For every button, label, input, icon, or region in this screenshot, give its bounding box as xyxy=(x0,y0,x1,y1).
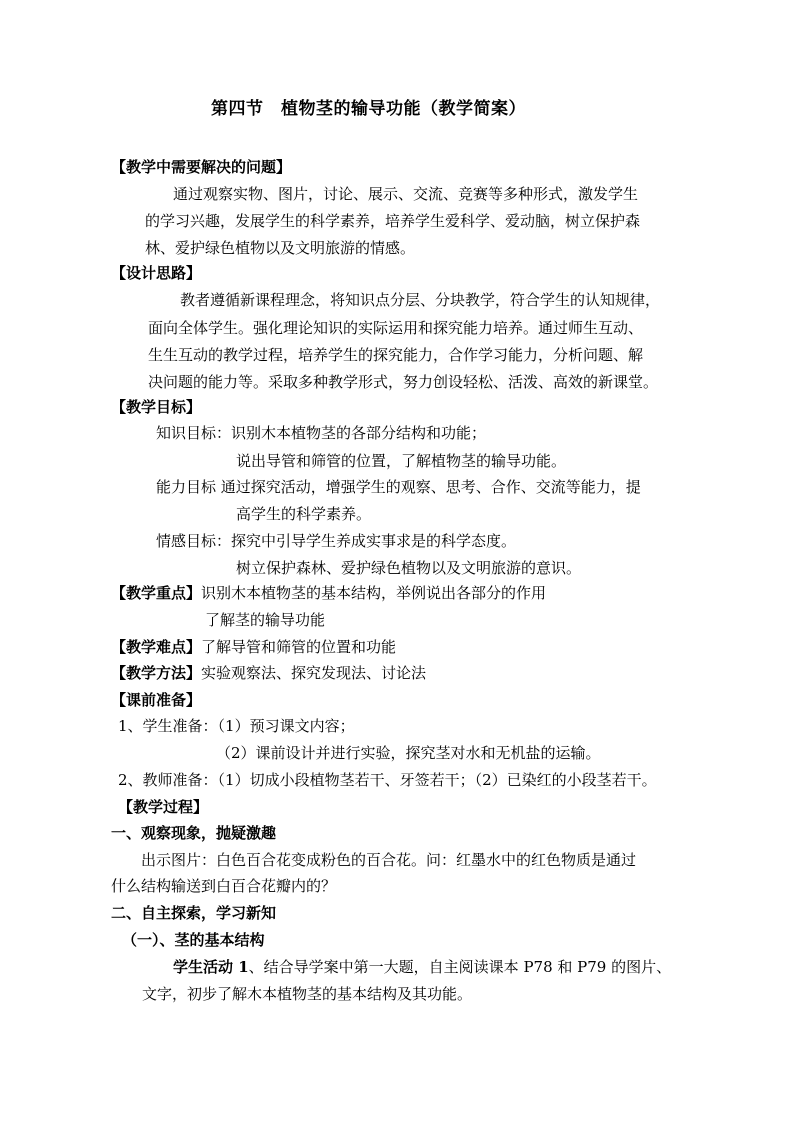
process-line: 出示图片：白色百合花变成粉色的百合花。问：红墨水中的红色物质是通过 xyxy=(141,851,637,869)
activity-line: 文字，初步了解木本植物茎的基本结构及其功能。 xyxy=(142,985,473,1003)
design-line: 教者遵循新课程理念，将知识点分层、分块教学，符合学生的认知规律， xyxy=(180,291,661,309)
problems-line: 的学习兴趣，发展学生的科学素养，培养学生爱科学、爱动脑，树立保护森 xyxy=(145,212,641,230)
key-point-line2: 了解茎的输导功能 xyxy=(205,611,326,629)
activity-label: 学生活动 1 xyxy=(173,958,249,976)
design-line: 生生互动的教学过程，培养学生的探究能力，合作学习能力，分析问题、解 xyxy=(148,346,644,364)
difficulty-text: 了解导管和筛管的位置和功能 xyxy=(201,638,397,656)
design-line: 面向全体学生。强化理论知识的实际运用和探究能力培养。通过师生互动、 xyxy=(148,319,644,337)
goals-line: 知识目标：识别木本植物茎的各部分结构和功能； xyxy=(156,424,487,442)
method-heading: 【教学方法】 xyxy=(111,664,202,682)
subsection-heading: （一）、茎的基本结构 xyxy=(122,931,265,949)
problems-line: 通过观察实物、图片，讨论、展示、交流、竞赛等多种形式，激发学生 xyxy=(173,185,639,203)
goals-line: 情感目标：探究中引导学生养成实事求是的科学态度。 xyxy=(156,532,517,550)
activity-text: 、结合导学案中第一大题，自主阅读课本 P78 和 P79 的图片、 xyxy=(248,958,672,976)
activity-row xyxy=(173,957,671,977)
key-point-text: 识别木本植物茎的基本结构，举例说出各部分的作用 xyxy=(201,584,547,602)
prep-heading: 【课前准备】 xyxy=(111,691,202,709)
goals-line: 树立保护森林、爱护绿色植物以及文明旅游的意识。 xyxy=(236,559,582,577)
process-heading: 【教学过程】 xyxy=(118,798,209,816)
prep-line: 1、学生准备：（1）预习课文内容； xyxy=(118,717,355,735)
goals-line: 能力目标 通过探究活动，增强学生的观察、思考、合作、交流等能力，提 xyxy=(156,478,641,496)
problems-line: 林、爱护绿色植物以及文明旅游的情感。 xyxy=(145,239,416,257)
goals-line: 说出导管和筛管的位置，了解植物茎的输导功能。 xyxy=(236,452,567,470)
prep-line: 2、教师准备：（1）切成小段植物茎若干、牙签若干；（2）已染红的小段茎若干。 xyxy=(118,771,657,789)
key-point-heading: 【教学重点】 xyxy=(111,584,202,602)
method-text: 实验观察法、探究发现法、讨论法 xyxy=(201,664,427,682)
key-point-row xyxy=(111,583,546,603)
design-heading: 【设计思路】 xyxy=(111,264,202,282)
goals-line: 高学生的科学素养。 xyxy=(236,505,372,523)
difficulty-row xyxy=(111,637,396,657)
goals-heading: 【教学目标】 xyxy=(111,398,202,416)
page-title: 第四节 植物茎的输导功能（教学简案） xyxy=(211,99,526,119)
section-heading: 一、观察现象，抛疑激趣 xyxy=(111,824,277,842)
design-line: 决问题的能力等。采取多种教学形式，努力创设轻松、活泼、高效的新课堂。 xyxy=(148,373,659,391)
section-heading: 二、自主探索，学习新知 xyxy=(111,904,277,922)
process-line: 什么结构输送到白百合花瓣内的？ xyxy=(111,877,337,895)
problems-heading: 【教学中需要解决的问题】 xyxy=(111,158,292,176)
prep-line: （2）课前设计并进行实验，探究茎对水和无机盐的运输。 xyxy=(216,744,601,762)
difficulty-heading: 【教学难点】 xyxy=(111,638,202,656)
method-row xyxy=(111,663,426,683)
